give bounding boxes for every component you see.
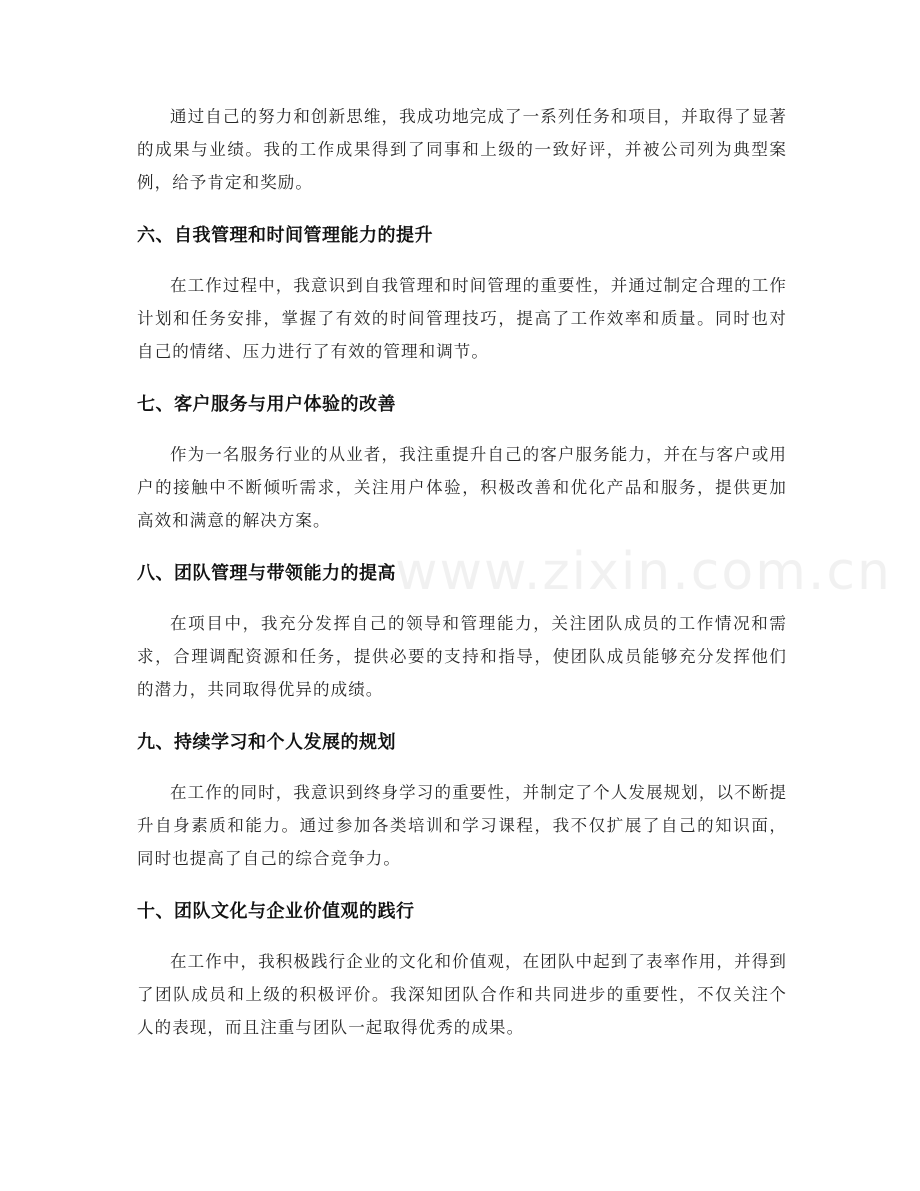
section-7 xyxy=(137,390,787,537)
section-heading: 六、自我管理和时间管理能力的提升 xyxy=(137,225,433,246)
section-paragraph: 在工作的同时，我意识到终身学习的重要性，并制定了个人发展规划，以不断提升自身素质和能力。通过参加各类培训和学习课程，我不仅扩展了自己的知识面，同时也提高了自己的综合竞争力。 xyxy=(137,783,787,868)
section-heading: 七、客户服务与用户体验的改善 xyxy=(137,394,396,415)
section-6 xyxy=(137,221,787,368)
watermark: www.zixin.com.cn xyxy=(395,542,892,602)
section-paragraph: 作为一名服务行业的从业者，我注重提升自己的客户服务能力，并在与客户或用户的接触中不断倾听需求，关注用户体验，积极改善和优化产品和服务，提供更加高效和满意的解决方案。 xyxy=(137,445,787,530)
section-8 xyxy=(137,559,787,706)
intro-paragraph: 通过自己的努力和创新思维，我成功地完成了一系列任务和项目，并取得了显著的成果与业绩。我的工作成果得到了同事和上级的一致好评，并被公司列为典型案例，给予肯定和奖励。 xyxy=(137,107,787,192)
section-heading: 十、团队文化与企业价值观的践行 xyxy=(137,901,415,922)
section-paragraph: 在工作过程中，我意识到自我管理和时间管理的重要性，并通过制定合理的工作计划和任务安排，掌握了有效的时间管理技巧，提高了工作效率和质量。同时也对自己的情绪、压力进行了有效的管理和调节。 xyxy=(137,276,787,361)
document-body xyxy=(137,100,787,1066)
section-paragraph: 在工作中，我积极践行企业的文化和价值观，在团队中起到了表率作用，并得到了团队成员和上级的积极评价。我深知团队合作和共同进步的重要性，不仅关注个人的表现，而且注重与团队一起取得优秀的成果。 xyxy=(137,952,787,1037)
section-10 xyxy=(137,897,787,1044)
section-9 xyxy=(137,728,787,875)
section-heading: 九、持续学习和个人发展的规划 xyxy=(137,732,396,753)
section-heading: 八、团队管理与带领能力的提高 xyxy=(137,563,396,584)
section-paragraph: 在项目中，我充分发挥自己的领导和管理能力，关注团队成员的工作情况和需求，合理调配资源和任务，提供必要的支持和指导，使团队成员能够充分发挥他们的潜力，共同取得优异的成绩。 xyxy=(137,614,787,699)
